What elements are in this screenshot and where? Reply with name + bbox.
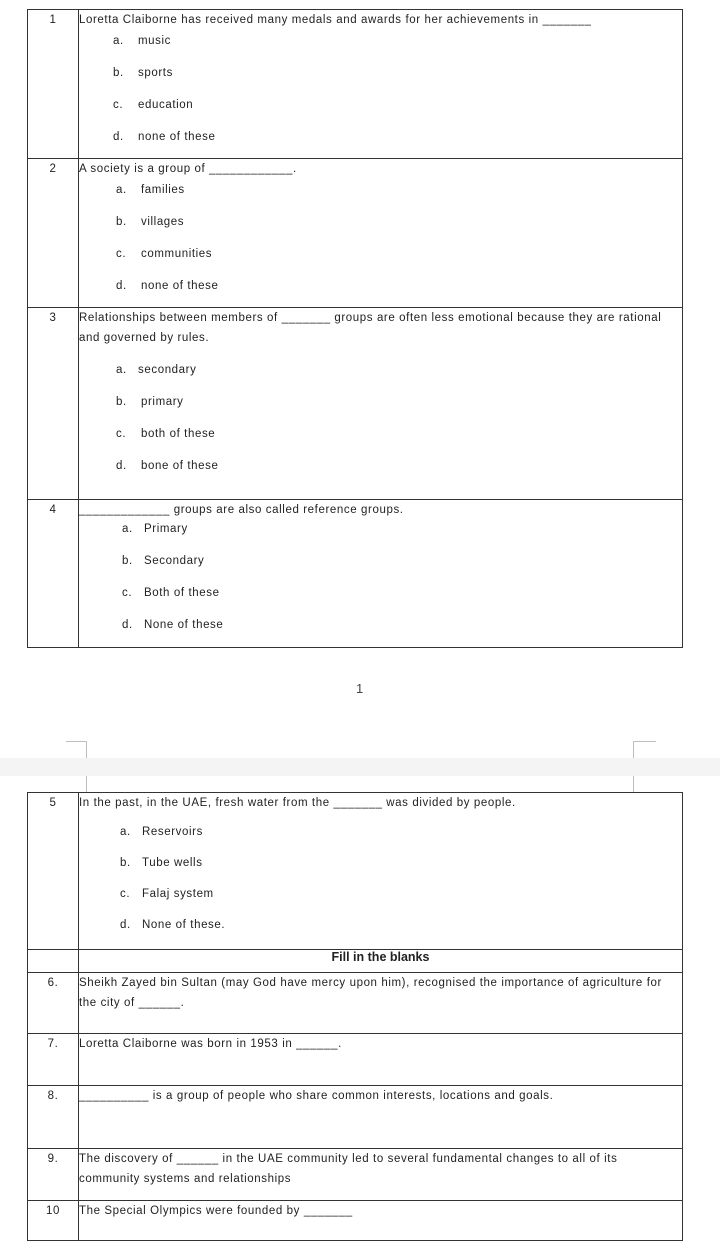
question-number: 4 bbox=[49, 504, 57, 516]
question-number: 8. bbox=[47, 1090, 59, 1102]
blank-row bbox=[28, 973, 683, 1034]
question-content-cell bbox=[79, 1149, 683, 1201]
margin-mark bbox=[66, 741, 87, 758]
answer-option: c. Both of these bbox=[122, 587, 220, 599]
answer-option: b. Secondary bbox=[122, 555, 205, 567]
question-content-cell bbox=[79, 973, 683, 1034]
section-header-row bbox=[28, 950, 683, 973]
blank-row bbox=[28, 1034, 683, 1086]
question-number: 7. bbox=[47, 1038, 59, 1050]
question-content-cell bbox=[79, 793, 683, 950]
answer-option: a. Reservoirs bbox=[120, 826, 203, 838]
answer-option: d. bone of these bbox=[116, 460, 219, 472]
question-number-cell bbox=[28, 1086, 79, 1149]
question-content-cell bbox=[79, 159, 683, 308]
question-number-cell bbox=[28, 500, 79, 648]
question-text: Relationships between members of _______ groups are often less emotional because they are rational and governed by rules. bbox=[79, 312, 662, 344]
blank-row bbox=[28, 1086, 683, 1149]
question-content-cell bbox=[79, 1034, 683, 1086]
question-number: 3 bbox=[49, 312, 57, 324]
question-text: Sheikh Zayed bin Sultan (may God have mercy upon him), recognised the importance of agriculture for the city of ______. bbox=[79, 977, 662, 1009]
question-number: 6. bbox=[47, 977, 59, 989]
answer-option: c. both of these bbox=[116, 428, 216, 440]
question-content-cell bbox=[79, 1201, 683, 1241]
question-number: 10 bbox=[46, 1205, 60, 1217]
blank-row bbox=[28, 1149, 683, 1201]
fill-in-the-blanks-heading: Fill in the blanks bbox=[79, 950, 683, 973]
questions-table-page-one bbox=[27, 9, 683, 648]
answer-option: b. primary bbox=[116, 396, 184, 408]
blank-row bbox=[28, 1201, 683, 1241]
margin-mark bbox=[86, 776, 87, 792]
question-content-cell bbox=[79, 308, 683, 500]
answer-option: b. villages bbox=[116, 216, 185, 228]
answer-option: a. music bbox=[113, 35, 172, 47]
question-row bbox=[28, 793, 683, 950]
question-text: _____________ groups are also called reference groups. bbox=[79, 504, 404, 516]
question-row bbox=[28, 10, 683, 159]
question-number-cell bbox=[28, 1201, 79, 1241]
question-row bbox=[28, 500, 683, 648]
answer-option: c. communities bbox=[116, 248, 213, 260]
question-text: The Special Olympics were founded by _______ bbox=[79, 1205, 353, 1217]
question-number-cell bbox=[28, 1034, 79, 1086]
answer-option: b. Tube wells bbox=[120, 857, 203, 869]
answer-option: a. Primary bbox=[122, 523, 188, 535]
answer-option: d. none of these bbox=[113, 131, 216, 143]
question-content-cell bbox=[79, 500, 683, 648]
page-break bbox=[0, 758, 720, 776]
answer-option: d. none of these bbox=[116, 280, 219, 292]
answer-option: a. secondary bbox=[116, 364, 197, 376]
question-number: 5 bbox=[49, 797, 57, 809]
question-content-cell bbox=[79, 10, 683, 159]
page-number: 1 bbox=[356, 681, 364, 696]
question-text: The discovery of ______ in the UAE community led to several fundamental changes to all of its community systems and relationships bbox=[79, 1153, 618, 1185]
answer-option: a. families bbox=[116, 184, 185, 196]
margin-mark bbox=[633, 741, 656, 758]
question-number-cell bbox=[28, 10, 79, 159]
question-row bbox=[28, 159, 683, 308]
question-number-cell bbox=[28, 308, 79, 500]
answer-option: c. Falaj system bbox=[120, 888, 214, 900]
question-number-cell bbox=[28, 159, 79, 308]
empty-cell bbox=[28, 950, 79, 973]
question-text: A society is a group of ____________. bbox=[79, 163, 297, 175]
question-number: 1 bbox=[49, 14, 57, 26]
questions-table-page-two bbox=[27, 792, 683, 1241]
question-text: Loretta Claiborne was born in 1953 in ______. bbox=[79, 1038, 342, 1050]
answer-option: d. None of these bbox=[122, 619, 224, 631]
answer-option: c. education bbox=[113, 99, 194, 111]
question-number: 2 bbox=[49, 163, 57, 175]
question-number-cell bbox=[28, 1149, 79, 1201]
question-text: In the past, in the UAE, fresh water from the _______ was divided by people. bbox=[79, 797, 516, 809]
question-content-cell bbox=[79, 1086, 683, 1149]
answer-option: d. None of these. bbox=[120, 919, 226, 931]
margin-mark bbox=[633, 776, 634, 792]
question-text: Loretta Claiborne has received many medals and awards for her achievements in _______ bbox=[79, 14, 592, 26]
question-number: 9. bbox=[47, 1153, 59, 1165]
question-row bbox=[28, 308, 683, 500]
question-number-cell bbox=[28, 973, 79, 1034]
question-number-cell bbox=[28, 793, 79, 950]
answer-option: b. sports bbox=[113, 67, 173, 79]
question-text: __________ is a group of people who share common interests, locations and goals. bbox=[79, 1090, 554, 1102]
